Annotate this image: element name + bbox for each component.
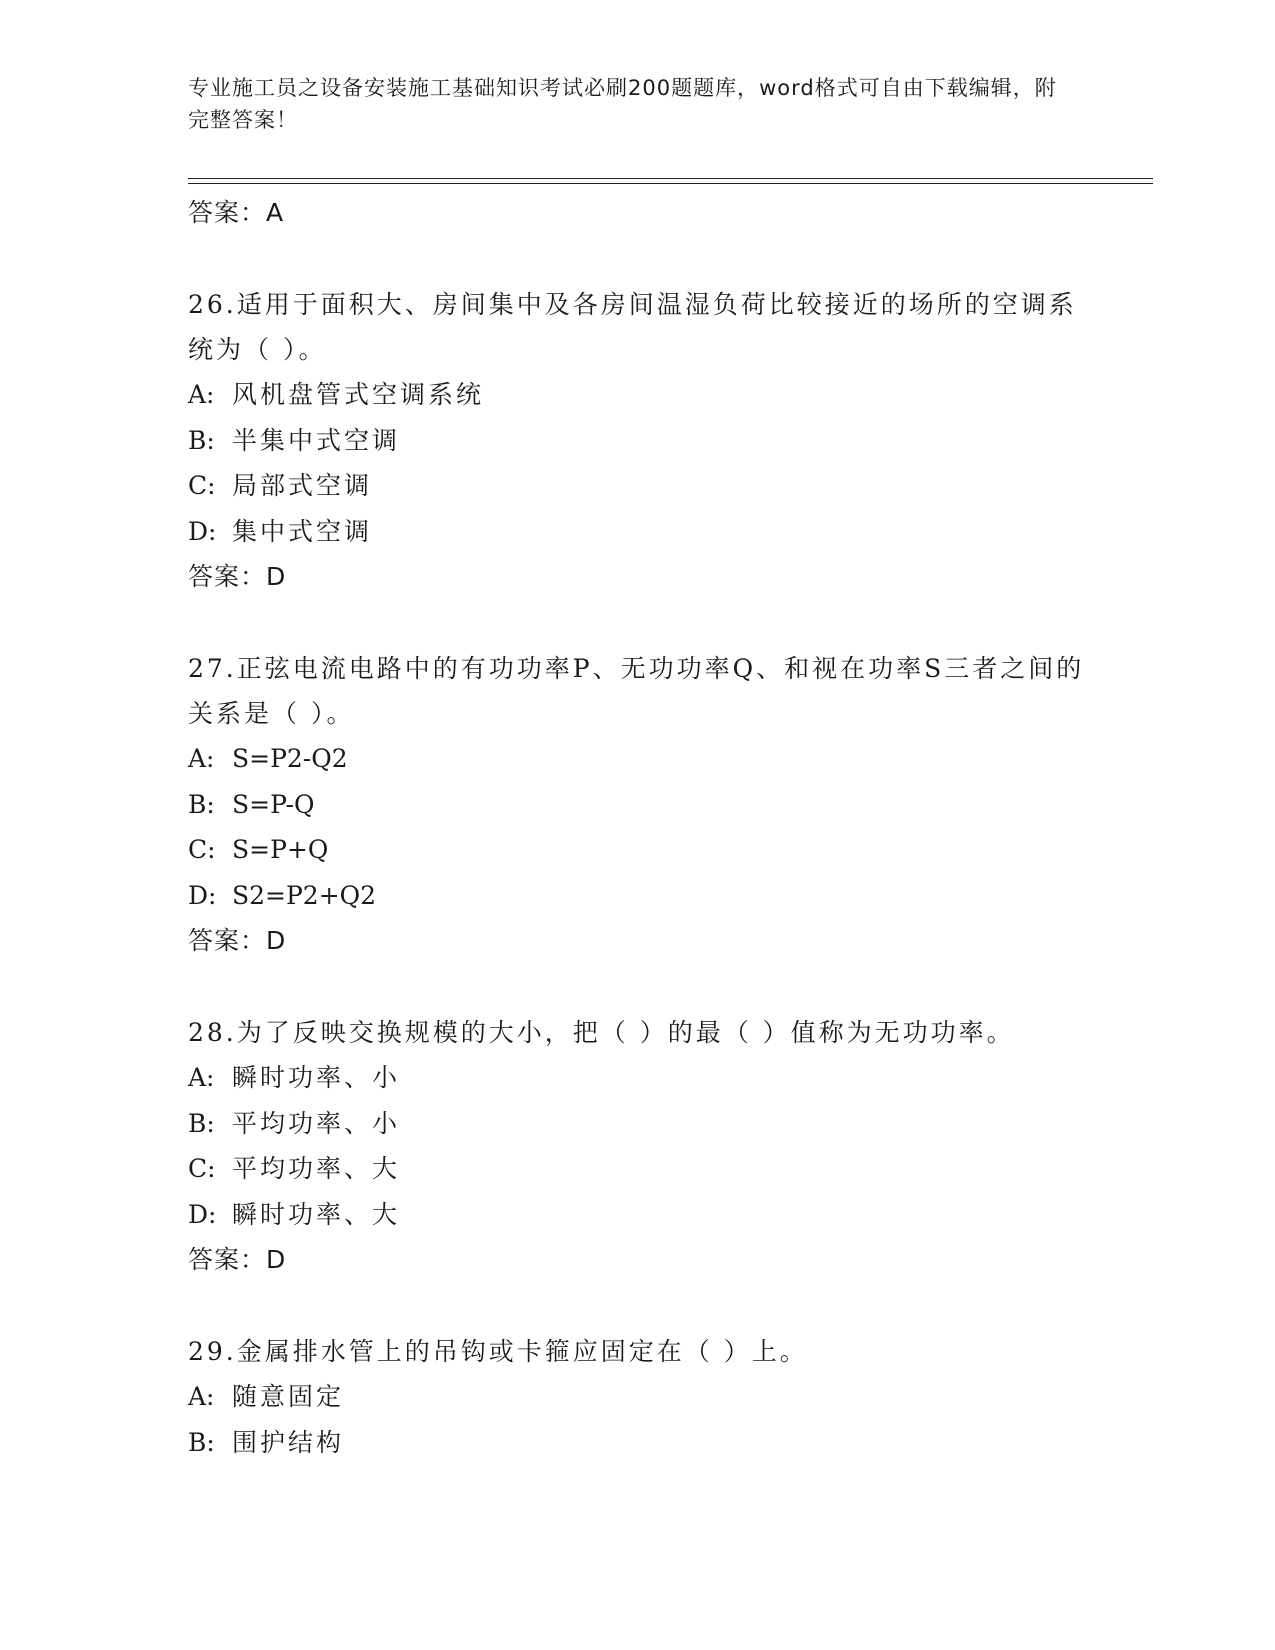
option-text: 半集中式空调 — [232, 425, 401, 455]
option-d — [188, 509, 1088, 555]
option-letter: C: — [188, 1154, 216, 1183]
option-letter: A: — [188, 744, 215, 773]
option-d — [188, 873, 1088, 919]
option-d — [188, 1192, 1088, 1238]
question-text: 26.适用于面积大、房间集中及各房间温湿负荷比较接近的场所的空调系统为（ ）。 — [188, 290, 1077, 364]
option-c — [188, 1146, 1088, 1192]
option-text: S=P2-Q2 — [232, 744, 348, 773]
question-28 — [188, 1010, 1088, 1282]
document-header: 专业施工员之设备安装施工基础知识考试必刷200题题库，word格式可自由下载编辑，附完整答案！ — [188, 76, 1057, 132]
option-letter: A: — [188, 1063, 215, 1092]
option-text: 随意固定 — [232, 1382, 345, 1411]
option-b — [188, 1420, 1088, 1466]
option-text: 局部式空调 — [232, 471, 373, 500]
option-text: 风机盘管式空调系统 — [232, 380, 485, 409]
option-text: 平均功率、大 — [232, 1154, 401, 1183]
option-a — [188, 372, 1088, 418]
header-divider-secondary — [188, 183, 1153, 184]
question-text: 28.为了反映交换规模的大小，把（ ）的最（ ）值称为无功功率。 — [188, 1018, 1015, 1047]
option-text: 瞬时功率、大 — [232, 1199, 401, 1229]
option-text: S=P-Q — [232, 789, 315, 819]
option-letter: A: — [188, 380, 215, 409]
option-letter: D: — [188, 1199, 217, 1229]
option-a — [188, 736, 1088, 782]
answer-line: 答案：D — [188, 926, 287, 955]
option-a — [188, 1055, 1088, 1101]
option-b — [188, 1101, 1088, 1147]
option-letter: A: — [188, 1382, 215, 1411]
option-text: 围护结构 — [232, 1427, 345, 1457]
option-b — [188, 418, 1088, 464]
option-text: S=P+Q — [232, 835, 329, 864]
option-letter: C: — [188, 835, 216, 864]
question-text: 27.正弦电流电路中的有功功率P、无功功率Q、和视在功率S三者之间的关系是（ ）。 — [188, 654, 1085, 728]
option-text: 瞬时功率、小 — [232, 1063, 401, 1092]
option-letter: C: — [188, 471, 216, 500]
option-letter: B: — [188, 425, 215, 455]
option-text: S2=P2+Q2 — [232, 880, 377, 910]
question-list — [188, 190, 1088, 1465]
option-text: 集中式空调 — [232, 516, 373, 546]
option-b — [188, 782, 1088, 828]
question-text: 29.金属排水管上的吊钩或卡箍应固定在（ ）上。 — [188, 1337, 808, 1366]
option-letter: D: — [188, 880, 217, 910]
option-a — [188, 1374, 1088, 1420]
question-27 — [188, 646, 1088, 963]
question-29 — [188, 1329, 1088, 1465]
header-divider — [188, 178, 1153, 179]
option-letter: B: — [188, 789, 215, 819]
option-letter: B: — [188, 1108, 215, 1138]
question-26 — [188, 282, 1088, 599]
answer-line: 答案：D — [188, 1245, 287, 1274]
option-text: 平均功率、小 — [232, 1108, 401, 1138]
option-c — [188, 827, 1088, 873]
option-c — [188, 463, 1088, 509]
option-letter: B: — [188, 1427, 215, 1457]
answer-line: 答案：A — [188, 198, 285, 227]
option-letter: D: — [188, 516, 217, 546]
answer-line: 答案：D — [188, 562, 287, 591]
